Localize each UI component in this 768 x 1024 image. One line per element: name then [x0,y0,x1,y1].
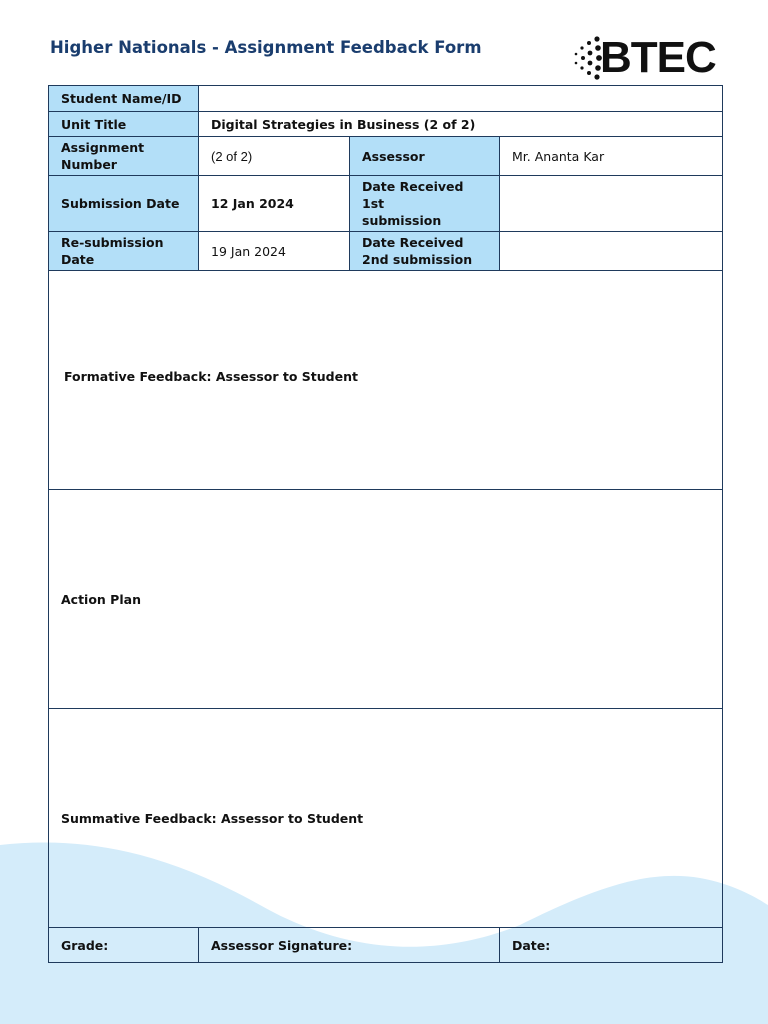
row-summative-feedback [49,709,723,928]
assessor-value: Mr. Ananta Kar [500,137,723,176]
date-received-1st-line1: Date Received [362,179,464,194]
student-name-field[interactable] [199,86,723,112]
assignment-number-value: (2 of 2) [199,137,350,176]
unit-title-label: Unit Title [49,112,199,137]
row-student-name [49,86,723,112]
logo-text: BTEC [600,33,716,82]
date-received-2nd-label: Date Received 2nd submission [350,232,500,271]
row-formative-feedback [49,271,723,490]
date-received-1st-line3: submission [362,213,442,228]
page-title: Higher Nationals - Assignment Feedback Form [50,38,482,57]
date-received-2nd-field[interactable] [500,232,723,271]
row-action-plan [49,490,723,709]
btec-logo [572,34,722,82]
resubmission-date-value: 19 Jan 2024 [199,232,350,271]
submission-date-label: Submission Date [49,176,199,232]
assessor-label: Assessor [350,137,500,176]
summative-feedback-label: Summative Feedback: Assessor to Student [61,810,364,826]
student-name-label: Student Name/ID [49,86,199,112]
unit-title-value: Digital Strategies in Business (2 of 2) [199,112,723,137]
formative-feedback-box[interactable] [49,271,723,490]
row-assignment-number [49,137,723,176]
date-field[interactable]: Date: [500,928,723,963]
resubmission-date-label: Re-submission Date [49,232,199,271]
row-resubmission-date [49,232,723,271]
action-plan-box[interactable] [49,490,723,709]
grade-field[interactable]: Grade: [49,928,199,963]
assignment-number-label: Assignment Number [49,137,199,176]
date-received-1st-field[interactable] [500,176,723,232]
action-plan-label: Action Plan [61,591,141,607]
assessor-signature-field[interactable]: Assessor Signature: [199,928,500,963]
row-submission-date [49,176,723,232]
formative-feedback-label: Formative Feedback: Assessor to Student [64,368,358,384]
row-footer [49,928,723,963]
submission-date-value: 12 Jan 2024 [199,176,350,232]
date-received-1st-label [350,176,500,232]
row-unit-title [49,112,723,137]
date-received-1st-line2: 1st [362,196,385,211]
summative-feedback-box[interactable] [49,709,723,928]
feedback-form-table [48,85,723,963]
